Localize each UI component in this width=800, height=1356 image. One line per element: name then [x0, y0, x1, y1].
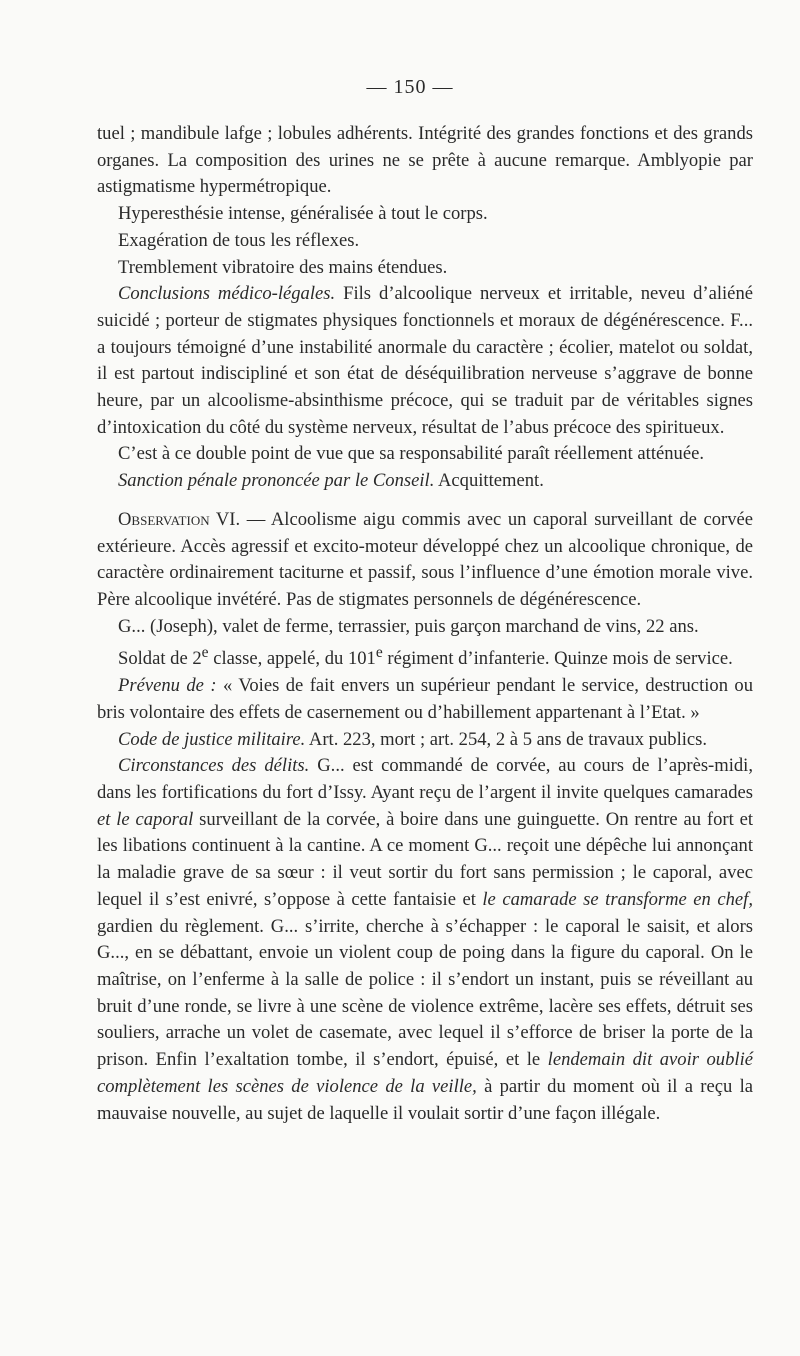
sanction-text: Acquittement.	[434, 470, 544, 492]
prevenu-heading: Prévenu de :	[118, 675, 217, 697]
paragraph-hyperesthesie: Hyperesthésie intense, généralisée à tout le corps.	[118, 203, 488, 225]
sanction-heading: Sanction pénale prononcée par le Conseil.	[118, 470, 435, 492]
circonstances-text-4: à partir du moment où il a reçu la mauvaise nouvelle, au sujet de laquelle il voulait sortir d’une façon illégale.	[97, 1075, 753, 1124]
paragraph-continuation: tuel ; mandibule lafge ; lobules adhérents. Intégrité des grandes fonctions et des grands organes. La composition des urines ne se prête à aucune remarque. Amblyopie par astigmatisme hypermétropique.	[97, 123, 753, 198]
paragraph-sanction	[97, 468, 753, 495]
paragraph-prevenu	[97, 673, 753, 726]
paragraph-code	[97, 727, 753, 754]
soldat-text-a: Soldat de 2	[118, 648, 202, 670]
paragraph-soldat	[97, 640, 753, 673]
soldat-text-c: régiment d’infanterie. Quinze mois de service.	[382, 648, 733, 670]
conclusions-text: Fils d’alcoolique nerveux et irritable, neveu d’aliéné suicidé ; porteur de stigmates physiques fonctionnels et moraux de dégénérescence. F... a toujours témoigné d’une instabilité anormale du caractère ; écolier, matelot ou soldat, il est partout indiscipliné et son état de déséquilibration nerveuse s’aggrave de bonne heure, par un alcoolisme-absinthisme précoce, qui se traduit par de véritables signes d’intoxication du côté du système nerveux, résultat de l’abus précoce des spiritueux.	[97, 283, 753, 438]
paragraph-circonstances	[97, 753, 753, 1127]
paragraph-identite: G... (Joseph), valet de ferme, terrassier, puis garçon marchand de vins, 22 ans.	[118, 615, 699, 637]
body-text	[97, 121, 753, 1127]
circonstances-italic-2: le camarade se transforme en chef,	[482, 888, 753, 910]
circonstances-heading: Circonstances des délits.	[118, 755, 310, 777]
prevenu-text: « Voies de fait envers un supérieur pendant le service, destruction ou bris volontaire des effets de casernement ou d’habillement appartenant à l’Etat. »	[97, 675, 754, 723]
code-text: Art. 223, mort ; art. 254, 2 à 5 ans de travaux publics.	[305, 728, 708, 750]
soldat-text-b: classe, appelé, du 101	[208, 648, 376, 670]
circonstances-text-1: G... est commandé de corvée, au cours de l’après-midi, dans les fortifications du fort d’Issy. Ayant reçu de l’argent il invite quelques camarades	[97, 755, 753, 804]
paragraph-responsabilite: C’est à ce double point de vue que sa responsabilité paraît réellement atténuée.	[118, 443, 704, 465]
circonstances-italic-3: lendemain dit avoir oublié complètement les scènes de violence de la veille,	[97, 1049, 753, 1097]
paragraph-tremblement: Tremblement vibratoire des mains étendues.	[118, 256, 448, 278]
observation-text: — Alcoolisme aigu commis avec un caporal surveillant de corvée extérieure. Accès agressif et excito-moteur développé chez un alcoolique chronique, de caractère ordinairement taciturne et passif, sous l’influence d’une émotion morale vive. Père alcoolique invétéré. Pas de stigmates personnels de dégénérescence.	[97, 508, 754, 610]
circonstances-text-2: surveillant de la corvée, à boire dans une guinguette. On rentre au fort et les libations continuent à la cantine. A ce moment G... reçoit une dépêche lui annonçant la maladie grave de sa sœur : il veut sortir du fort sans permission ; le caporal, avec lequel il s’est enivré, s’oppose à cette fantaisie et	[97, 808, 753, 910]
circonstances-italic-1: et le caporal	[97, 808, 194, 830]
paragraph-observation	[97, 507, 753, 614]
code-heading: Code de justice militaire.	[118, 728, 306, 750]
soldat-superscript-2: e	[375, 644, 383, 662]
paragraph-conclusions	[97, 281, 753, 441]
page-number: — 150 —	[366, 76, 454, 98]
conclusions-heading: Conclusions médico-légales.	[118, 283, 336, 305]
paragraph-reflexes: Exagération de tous les réflexes.	[118, 229, 360, 251]
observation-heading: Observation VI.	[118, 508, 241, 530]
soldat-superscript-1: e	[201, 644, 209, 662]
circonstances-text-3: gardien du règlement. G... s’irrite, cherche à s’échapper : le caporal le saisit, et alors G..., en se débattant, envoie un violent coup de poing dans la figure du caporal. On le maîtrise, on l’enferme à la salle de police : il s’endort un instant, puis se réveillant au bruit d’une ronde, se livre à une scène de violence extrême, lacère ses effets, détruit ses souliers, arrache un volet de casemate, avec lequel il s’efforce de briser la porte de la prison. Enfin l’exaltation tombe, il s’endort, épuisé, et le	[97, 915, 753, 1071]
